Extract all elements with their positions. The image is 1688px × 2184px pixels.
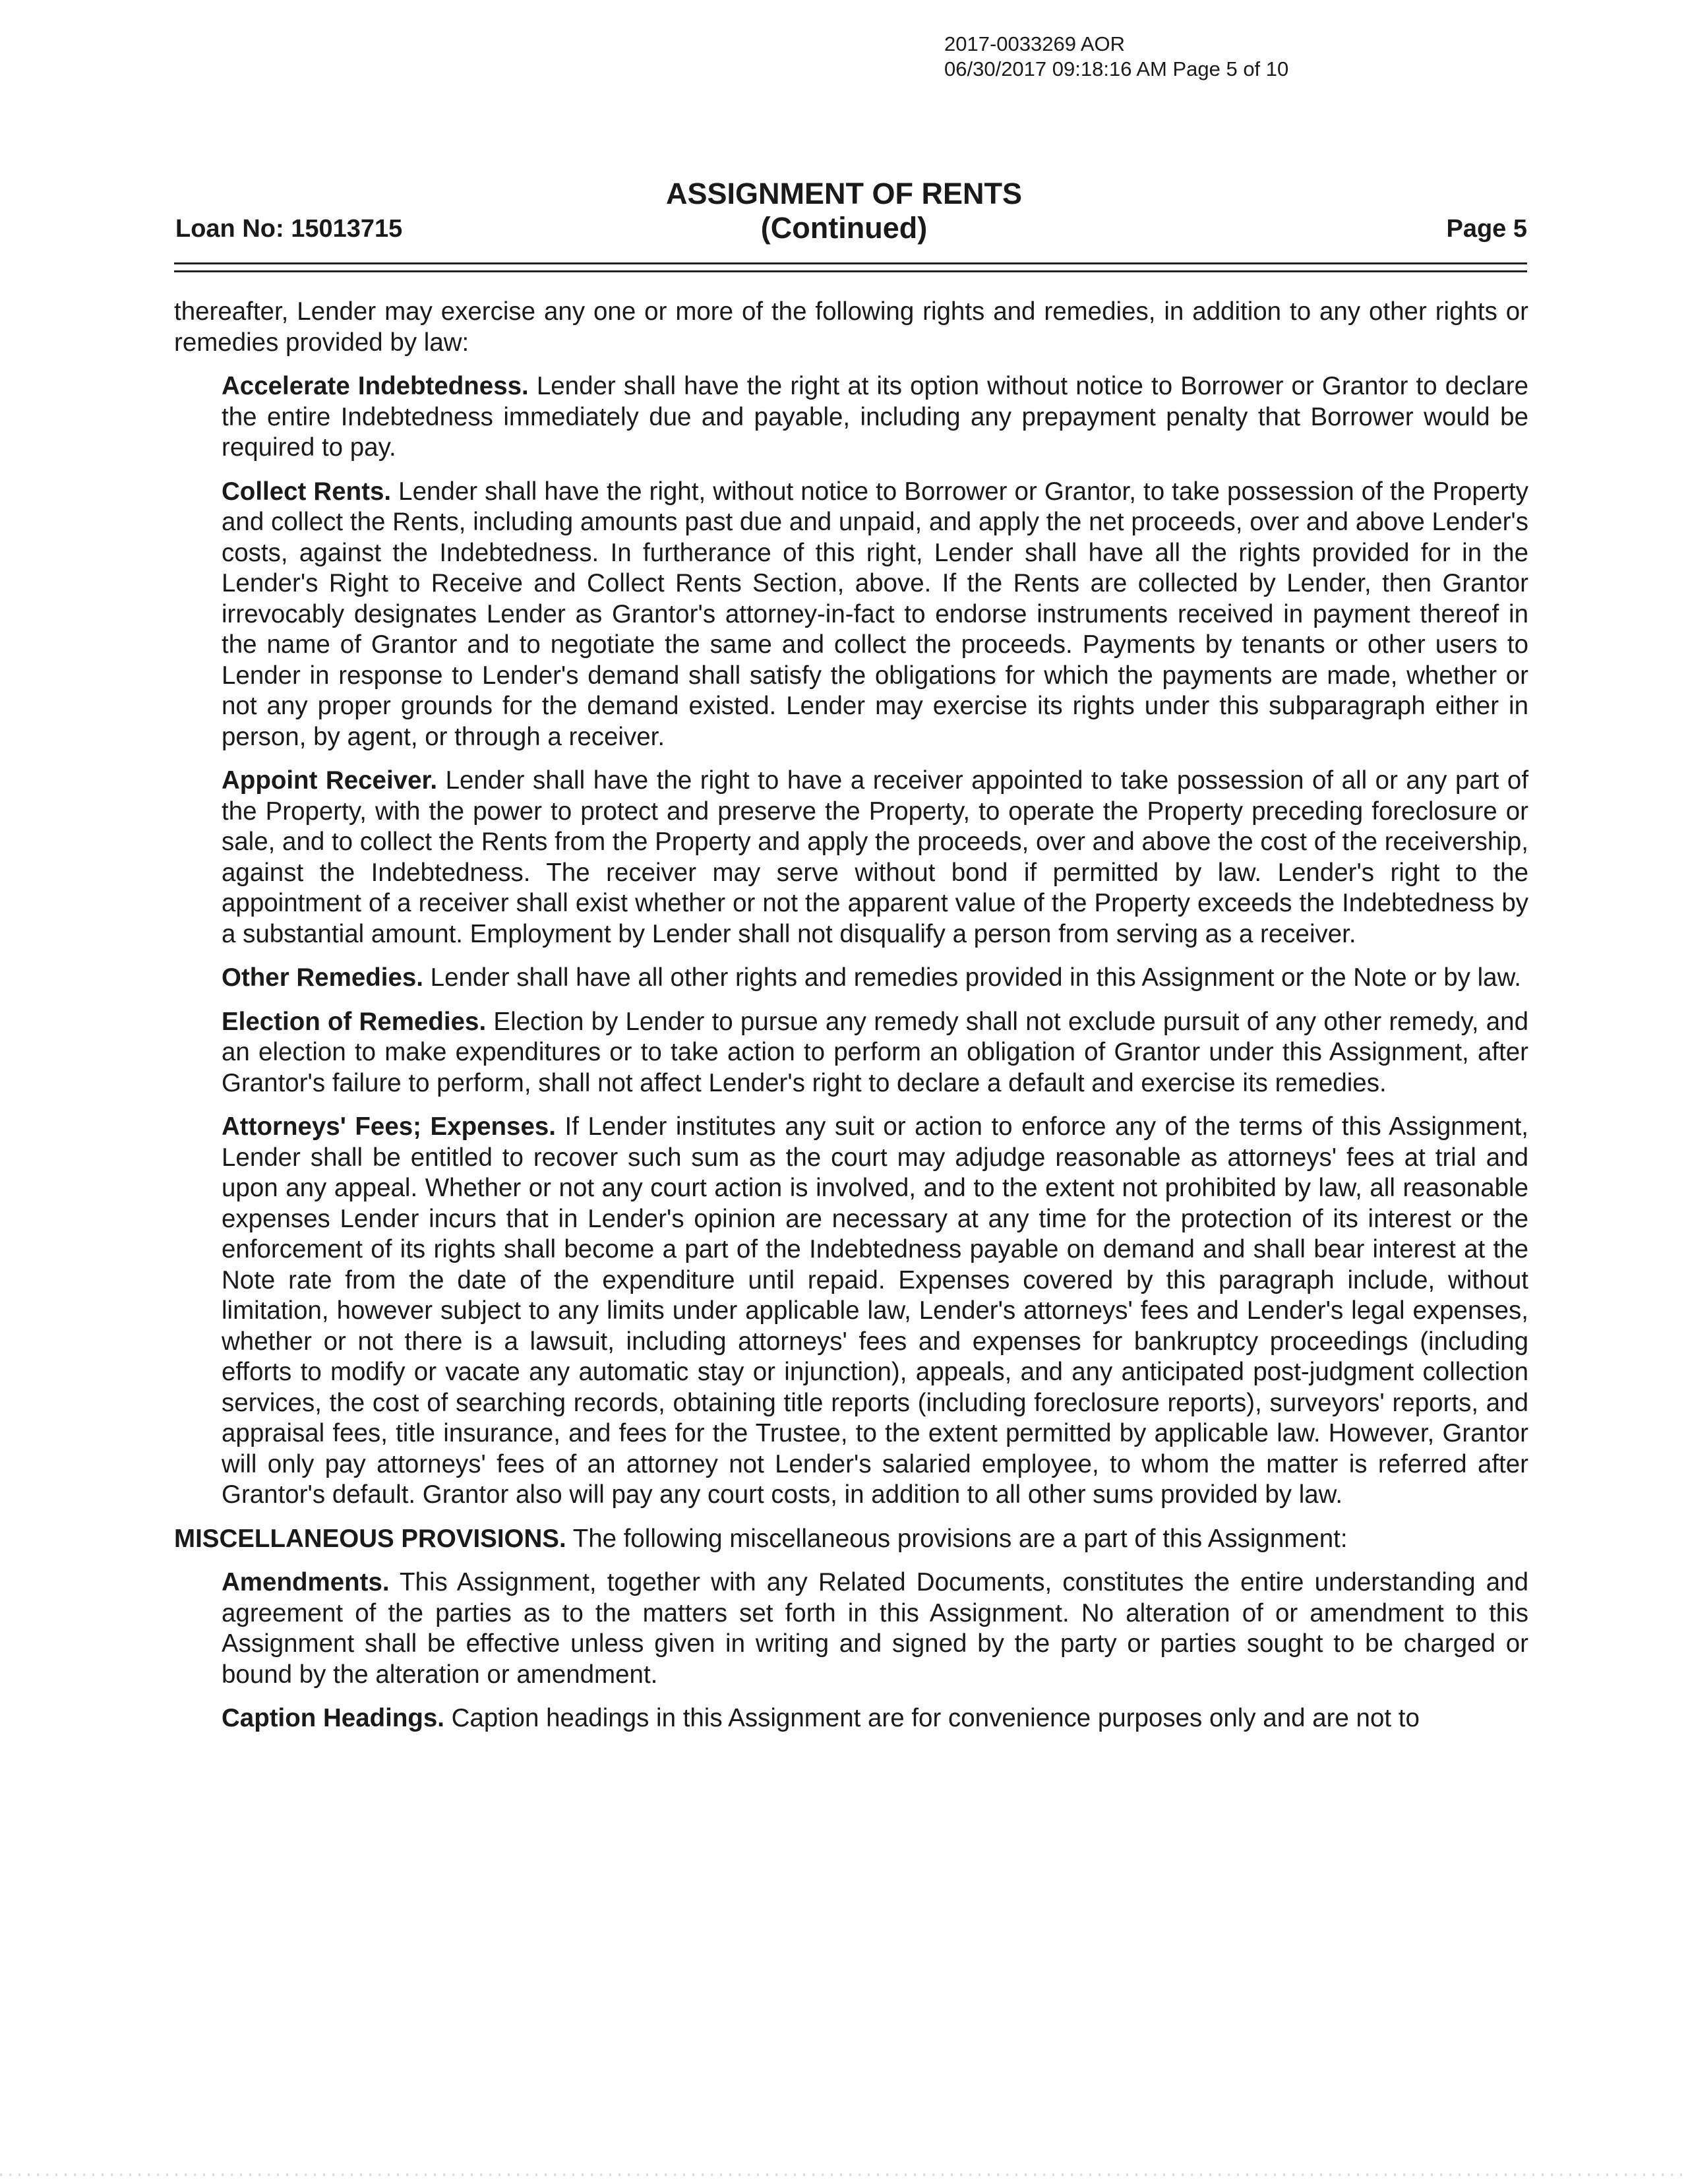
misc-provisions-heading: MISCELLANEOUS PROVISIONS. (174, 1524, 566, 1553)
recording-number: 2017-0033269 AOR (944, 32, 1126, 55)
collect-rents-heading: Collect Rents. (222, 477, 392, 506)
loan-number: Loan No: 15013715 (175, 215, 403, 243)
amendments-text: This Assignment, together with any Related Documents, constitutes the entire understanding and agreement of the parties as to the matters set forth in this Assignment. No alteration of or amendment to this Assignment shall be effective unless given in writing and signed by the party or parties sought to be charged or bound by the alteration or amendment. (222, 1568, 1528, 1689)
accelerate-paragraph (222, 371, 1528, 464)
election-text: Election by Lender to pursue any remedy shall not exclude pursuit of any other remedy, and an election to make expenditures or to take action to perform an obligation of Grantor under this Assignment, after Grantor's failure to perform, shall not affect Lender's right to declare a default and exercise its remedies. (222, 1007, 1529, 1097)
attorneys-fees-heading: Attorneys' Fees; Expenses. (222, 1112, 556, 1141)
caption-headings-paragraph (222, 1703, 1528, 1734)
amendments-heading: Amendments. (222, 1568, 390, 1596)
intro-paragraph: thereafter, Lender may exercise any one or more of the following rights and remedies, in addition to any other rights or remedies provided by law: (174, 297, 1528, 357)
attorneys-fees-paragraph (222, 1112, 1528, 1511)
other-remedies-paragraph (222, 963, 1528, 994)
collect-rents-text: Lender shall have the right, without notice to Borrower or Grantor, to take possession of the Property and collect the Rents, including amounts past due and unpaid, and apply the net proceeds, over and above Lender's costs, against the Indebtedness. In furtherance of this right, Lender shall have all the rights provided for in the Lender's Right to Receive and Collect Rents Section, above. If the Rents are collected by Lender, then Grantor irrevocably designates Lender as Grantor's attorney-in-fact to endorse instruments received in payment thereof in the name of Grantor and to negotiate the same and collect the proceeds. Payments by tenants or other users to Lender in response to Lender's demand shall satisfy the obligations for which the payments are made, whether or not any proper grounds for the demand existed. Lender may exercise its rights under this subparagraph either in person, by agent, or through a receiver. (222, 477, 1529, 751)
accelerate-text: Lender shall have the right at its option without notice to Borrower or Grantor to declare the entire Indebtedness immediately due and payable, including any prepayment penalty that Borrower would be required to pay. (222, 372, 1528, 462)
recording-stamp (944, 32, 1288, 82)
other-remedies-text: Lender shall have all other rights and remedies provided in this Assignment or the Note or by law. (423, 963, 1521, 992)
appoint-receiver-paragraph (222, 766, 1528, 950)
amendments-paragraph (222, 1567, 1528, 1690)
scan-artifact-line (0, 2173, 1688, 2176)
document-subtitle: (Continued) (760, 211, 928, 245)
header-rule-bottom (174, 270, 1527, 272)
appoint-receiver-text: Lender shall have the right to have a receiver appointed to take possession of all or any part of the Property, with the power to protect and preserve the Property, to operate the Property preceding foreclosure or sale, and to collect the Rents from the Property and apply the proceeds, over and above the cost of the receivership, against the Indebtedness. The receiver may serve without bond if permitted by law. Lender's right to the appointment of a receiver shall exist whether or not the apparent value of the Property exceeds the Indebtedness by a substantial amount. Employment by Lender shall not disqualify a person from serving as a receiver. (222, 766, 1529, 948)
caption-headings-heading: Caption Headings. (222, 1704, 444, 1732)
other-remedies-heading: Other Remedies. (222, 963, 423, 992)
document-title: ASSIGNMENT OF RENTS (665, 177, 1023, 210)
collect-rents-paragraph (222, 477, 1528, 753)
attorneys-fees-text: If Lender institutes any suit or action to enforce any of the terms of this Assignment, Lender shall be entitled to recover such sum as the court may adjudge reasonable as attorneys' fees at trial and upon any appeal. Whether or not any court action is involved, and to the extent not prohibited by law, all reasonable expenses Lender incurs that in Lender's opinion are necessary at any time for the protection of its interest or the enforcement of its rights shall become a part of the Indebtedness payable on demand and shall bear interest at the Note rate from the date of the expenditure until repaid. Expenses covered by this paragraph include, without limitation, however subject to any limits under applicable law, Lender's attorneys' fees and Lender's legal expenses, whether or not there is a lawsuit, including attorneys' fees and expenses for bankruptcy proceedings (including efforts to modify or vacate any automatic stay or injunction), appeals, and any anticipated post-judgment collection services, the cost of searching records, obtaining title reports (including foreclosure reports), surveyors' reports, and appraisal fees, title insurance, and fees for the Trustee, to the extent permitted by applicable law. However, Grantor will only pay attorneys' fees of an attorney not Lender's salaried employee, to whom the matter is referred after Grantor's default. Grantor also will pay any court costs, in addition to all other sums provided by law. (222, 1112, 1528, 1509)
accelerate-heading: Accelerate Indebtedness. (222, 372, 529, 400)
election-paragraph (222, 1007, 1528, 1099)
document-body (174, 297, 1528, 1747)
recording-timestamp: 06/30/2017 09:18:16 AM Page 5 of 10 (944, 57, 1289, 80)
appoint-receiver-heading: Appoint Receiver. (222, 766, 438, 795)
misc-provisions-paragraph (174, 1524, 1528, 1555)
header-rule-top (174, 262, 1527, 264)
page-number: Page 5 (1446, 215, 1527, 243)
caption-headings-text: Caption headings in this Assignment are for convenience purposes only and are not to (444, 1704, 1420, 1732)
election-heading: Election of Remedies. (222, 1007, 487, 1036)
misc-provisions-text: The following miscellaneous provisions are a part of this Assignment: (566, 1524, 1348, 1553)
